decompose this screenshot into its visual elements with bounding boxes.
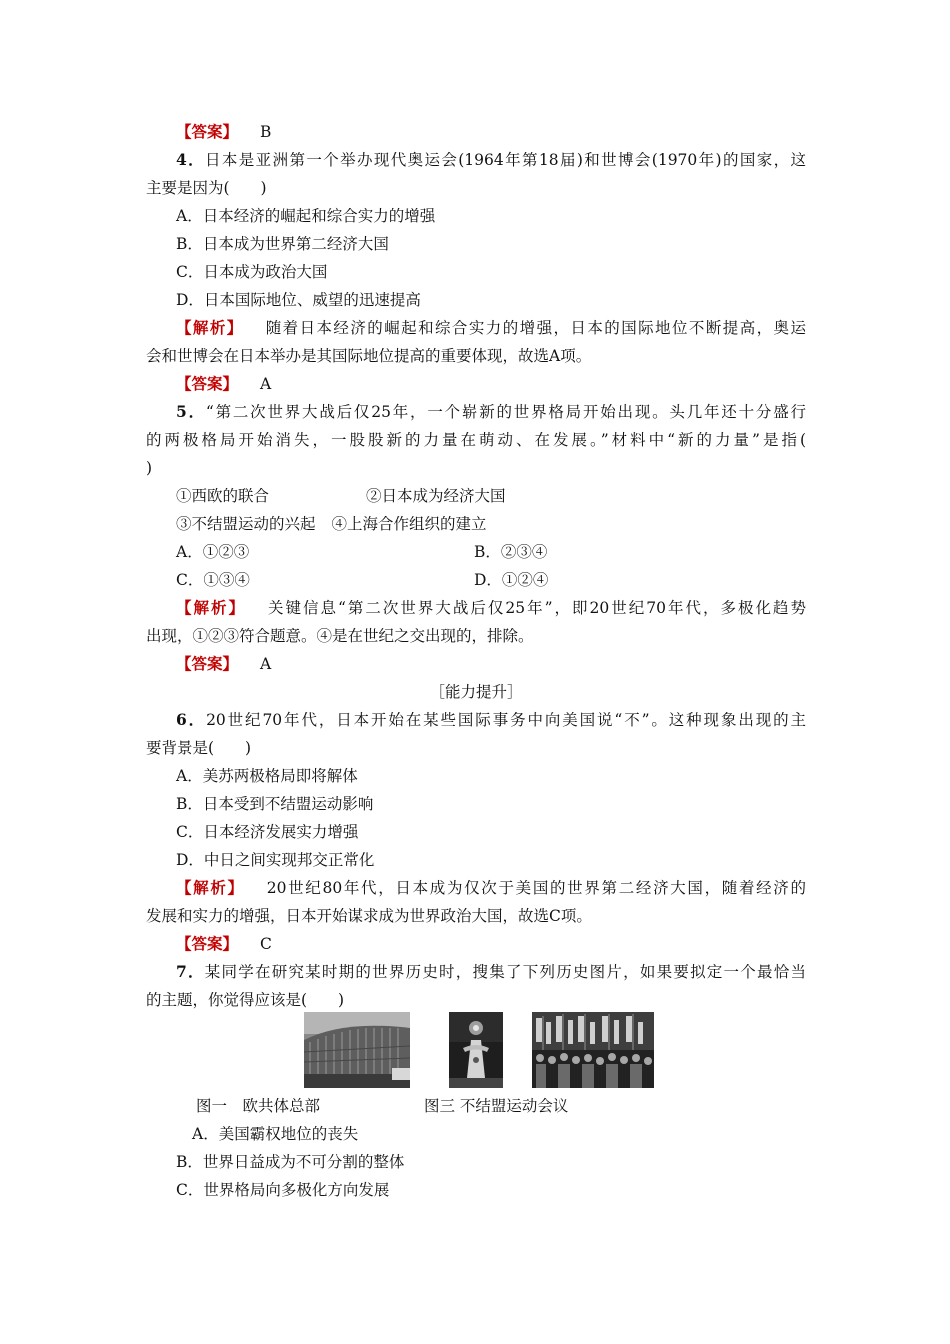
answer-value: C	[260, 935, 272, 953]
option-d: D．①②④	[474, 571, 549, 589]
question-number: 7．	[176, 962, 205, 981]
conference-photo	[532, 1012, 654, 1088]
caption-figure-1: 图一 欧共体总部	[196, 1097, 321, 1115]
question-text: “第二次世界大战后仅25年，一个崭新的世界格局开始出现。头几年还十分盛行	[205, 403, 806, 421]
option-a: A．美苏两极格局即将解体	[176, 767, 358, 785]
question-7-line-1	[176, 958, 806, 986]
answer-3	[176, 118, 836, 146]
item-2: ②日本成为经济大国	[366, 487, 506, 505]
explanation-tag: 【解析】	[176, 318, 244, 337]
answer-4	[176, 370, 836, 398]
question-number: 5．	[176, 402, 206, 421]
explanation-text: 20世纪80年代，日本成为仅次于美国的世界第二经济大国，随着经济的	[266, 879, 806, 897]
explanation-tag: 【解析】	[176, 878, 245, 897]
option-c: C．日本经济发展实力增强	[176, 823, 359, 841]
option-b: B．日本成为世界第二经济大国	[176, 235, 389, 253]
option-a: A．美国霸权地位的丧失	[192, 1125, 359, 1143]
question-text: 某同学在研究某时期的世界历史时，搜集了下列历史图片，如果要拟定一个最恰当	[204, 963, 806, 981]
explanation-text: 关键信息“第二次世界大战后仅25年”，即20世纪70年代，多极化趋势	[268, 599, 806, 617]
option-a: A．日本经济的崛起和综合实力的增强	[176, 207, 436, 225]
explanation-6-line-1	[176, 874, 806, 902]
option-d: D．日本国际地位、威望的迅速提高	[176, 291, 421, 309]
question-5-line-1	[176, 398, 806, 426]
ec-headquarters-photo	[304, 1012, 410, 1088]
option-b: B．日本受到不结盟运动影响	[176, 795, 374, 813]
answer-tag: 【答案】	[176, 654, 239, 673]
option-b: B．②③④	[474, 543, 548, 561]
question-6-line-1	[176, 706, 806, 734]
options-row-1	[176, 538, 836, 566]
item-3: ③不结盟运动的兴起	[176, 515, 316, 533]
question-text: 20世纪70年代，日本开始在某些国际事务中向美国说“不”。这种现象出现的主	[206, 711, 806, 729]
question-text: 日本是亚洲第一个举办现代奥运会(1964年第18届)和世博会(1970年)的国家，这	[205, 151, 806, 169]
item-4: ④上海合作组织的建立	[331, 515, 487, 533]
answer-5	[176, 650, 836, 678]
answer-value: A	[260, 375, 272, 393]
answer-value: A	[260, 655, 272, 673]
explanation-5-line-2: 出现，①②③符合题意。④是在世纪之交出现的，排除。	[146, 627, 534, 645]
question-7-line-2: 的主题，你觉得应该是( )	[146, 991, 345, 1009]
tower-photo	[449, 1012, 503, 1088]
option-c: C．世界格局向多极化方向发展	[176, 1181, 390, 1199]
question-number: 4．	[176, 150, 206, 169]
question-4-line-2: 主要是因为( )	[146, 179, 267, 197]
question-5-line-3: )	[146, 459, 153, 477]
item-1: ①西欧的联合	[176, 487, 270, 505]
answer-tag: 【答案】	[176, 934, 239, 953]
section-heading: ［能力提升］	[429, 683, 523, 701]
explanation-5-line-1	[176, 594, 806, 622]
options-row-2	[176, 566, 836, 594]
question-6-line-2: 要背景是( )	[146, 739, 252, 757]
question-number: 6．	[176, 710, 207, 729]
question-4-line-1	[176, 146, 806, 174]
option-b: B．世界日益成为不可分割的整体	[176, 1153, 405, 1171]
answer-tag: 【答案】	[176, 374, 239, 393]
option-d: D．中日之间实现邦交正常化	[176, 851, 375, 869]
items-row-1	[176, 482, 836, 510]
explanation-4-line-2: 会和世博会在日本举办是其国际地位提高的重要体现，故选A项。	[146, 347, 592, 365]
option-c: C．日本成为政治大国	[176, 263, 328, 281]
answer-tag: 【答案】	[176, 122, 239, 141]
answer-6	[176, 930, 836, 958]
option-c: C．①③④	[176, 571, 250, 589]
question-5-line-2: 的两极格局开始消失，一股股新的力量在萌动、在发展。”材料中“新的力量”是指(	[146, 431, 806, 449]
answer-value: B	[260, 123, 272, 141]
option-a: A．①②③	[176, 543, 250, 561]
explanation-6-line-2: 发展和实力的增强，日本开始谋求成为世界政治大国，故选C项。	[146, 907, 592, 925]
items-row-2	[176, 510, 836, 538]
caption-figure-3: 图三 不结盟运动会议	[424, 1097, 569, 1115]
explanation-tag: 【解析】	[176, 598, 246, 617]
explanation-text: 随着日本经济的崛起和综合实力的增强，日本的国际地位不断提高，奥运	[265, 319, 806, 337]
explanation-4-line-1	[176, 314, 806, 342]
